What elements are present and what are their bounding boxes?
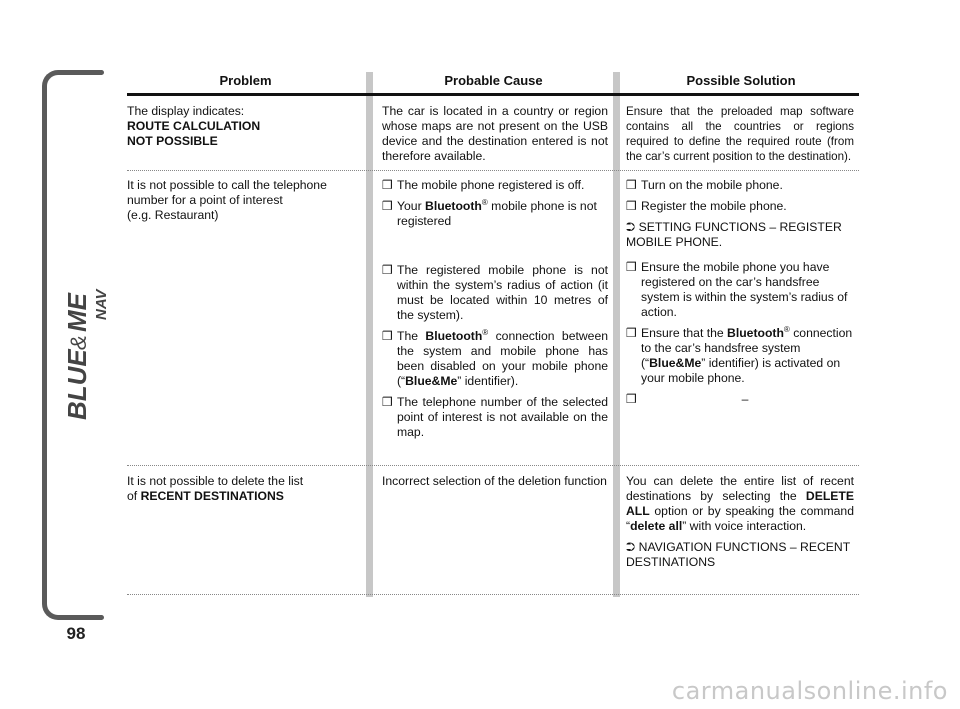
svg-text:ME: ME	[62, 293, 92, 332]
row2-cause	[382, 178, 608, 446]
checkbox-icon: ❒	[382, 395, 393, 409]
problem-text: ROUTE CALCULATION	[127, 119, 261, 133]
registered-mark: ®	[482, 327, 489, 337]
list-item	[382, 395, 608, 440]
solution-text: connection to the car’s handsfree system (“	[641, 326, 853, 370]
solution-text: –	[741, 392, 749, 406]
problem-text: number for a point of interest	[127, 193, 283, 207]
checkbox-icon: ❒	[626, 392, 637, 406]
svg-text:NAV: NAV	[93, 289, 110, 320]
solution-text: ” with voice interaction.	[682, 519, 807, 533]
right-arrow-icon: ⮊	[626, 540, 636, 554]
solution-text: Turn on the mobile phone.	[641, 178, 783, 192]
solution-text: Ensure the mobile phone you have registered on the car’s handsfree system is within the system’s radius of action.	[641, 260, 848, 319]
checkbox-icon: ❒	[626, 178, 637, 192]
cause-text: The telephone number of the selected point of interest is not available on the map.	[397, 395, 608, 439]
list-item	[382, 178, 608, 193]
row3-problem	[127, 474, 359, 504]
checkbox-icon: ❒	[626, 260, 637, 274]
frame-cap-bottom	[82, 615, 104, 620]
solution-text: Register the mobile phone.	[641, 199, 787, 213]
solution-text: option or by speaking the command “	[626, 504, 854, 533]
header-probable-cause: Probable Cause	[444, 73, 543, 88]
frame-cap-top	[82, 70, 104, 75]
delete-all-command: delete all	[630, 519, 683, 533]
bluetooth-term: Bluetooth	[425, 329, 483, 343]
checkbox-icon: ❒	[626, 326, 637, 340]
row1-solution: Ensure that the preloaded map software contains all the countries or regions required to define the required route (from the car’s current position to the destination).	[626, 105, 854, 163]
row3-solution	[626, 474, 854, 570]
list-item	[626, 199, 854, 214]
header-rule	[127, 93, 859, 96]
list-item	[626, 178, 854, 193]
bluetooth-term: Bluetooth	[425, 199, 482, 213]
list-item	[626, 260, 854, 320]
solution-text: NAVIGATION FUNCTIONS – RECENT DESTINATIONS	[626, 540, 850, 569]
delete-all-term: DELETE ALL	[626, 489, 854, 518]
cause-text: mobile phone is not registered	[397, 199, 597, 228]
checkbox-icon: ❒	[626, 199, 637, 213]
cause-text: connection between the system and mobile phone has been disabled on your mobile phone (“	[397, 329, 608, 388]
checkbox-icon: ❒	[382, 199, 393, 213]
cause-text: The registered mobile phone is not within the system’s radius of action (it must be located within 10 metres of the system).	[397, 263, 608, 322]
bluetooth-term: Bluetooth	[727, 326, 784, 340]
column-separator-2	[613, 72, 620, 597]
header-possible-solution: Possible Solution	[686, 73, 796, 88]
list-item	[382, 199, 608, 257]
svg-text:&: &	[66, 335, 91, 350]
page-number: 98	[66, 624, 86, 643]
cause-text: The	[397, 329, 426, 343]
right-arrow-icon: ⮊	[626, 220, 636, 234]
cause-text: The mobile phone registered is off.	[397, 178, 585, 192]
row2-problem	[127, 178, 359, 223]
checkbox-icon: ❒	[382, 263, 393, 277]
row-divider	[127, 170, 859, 171]
solution-paragraph	[626, 474, 854, 534]
solution-text: Ensure that the	[641, 326, 728, 340]
solution-text: ” identifier) is activated on your mobile phone.	[641, 356, 841, 385]
row1-cause: The car is located in a country or region whose maps are not present on the USB device and the destination entered is not therefore available.	[382, 104, 608, 163]
registered-mark: ®	[783, 324, 790, 334]
column-separator-1	[366, 72, 373, 597]
solution-text: SETTING FUNCTIONS – REGISTER MOBILE PHONE.	[626, 220, 842, 249]
row-divider	[127, 465, 859, 466]
cross-reference	[626, 540, 854, 570]
header-problem: Problem	[219, 73, 272, 88]
list-item	[626, 326, 854, 386]
checkbox-icon: ❒	[382, 329, 393, 343]
problem-text: It is not possible to call the telephone	[127, 178, 327, 192]
problem-text: The display indicates:	[127, 104, 245, 118]
recent-destinations-term: RECENT DESTINATIONS	[140, 489, 284, 503]
row3-cause: Incorrect selection of the deletion function	[382, 474, 607, 488]
svg-text:BLUE: BLUE	[62, 349, 92, 420]
blue-me-term: Blue&Me	[405, 374, 458, 388]
row1-problem	[127, 104, 359, 149]
registered-mark: ®	[481, 197, 488, 207]
cause-text: ” identifier).	[457, 374, 519, 388]
row-divider	[127, 594, 859, 595]
problem-text: NOT POSSIBLE	[127, 134, 218, 148]
watermark: carmanualsonline.info	[671, 677, 948, 705]
list-item	[626, 392, 854, 407]
problem-text: of	[127, 489, 141, 503]
list-item	[382, 329, 608, 389]
blue-me-term: Blue&Me	[649, 356, 702, 370]
cross-reference	[626, 220, 854, 250]
problem-text: It is not possible to delete the list	[127, 474, 304, 488]
blue-me-nav-logo	[34, 270, 114, 430]
problem-text: (e.g. Restaurant)	[127, 208, 219, 222]
checkbox-icon: ❒	[382, 178, 393, 192]
row2-solution	[626, 178, 854, 413]
solution-text: You can delete the entire list of recent destinations by selecting the	[626, 474, 854, 503]
list-item	[382, 263, 608, 323]
cause-text: Your	[397, 199, 426, 213]
